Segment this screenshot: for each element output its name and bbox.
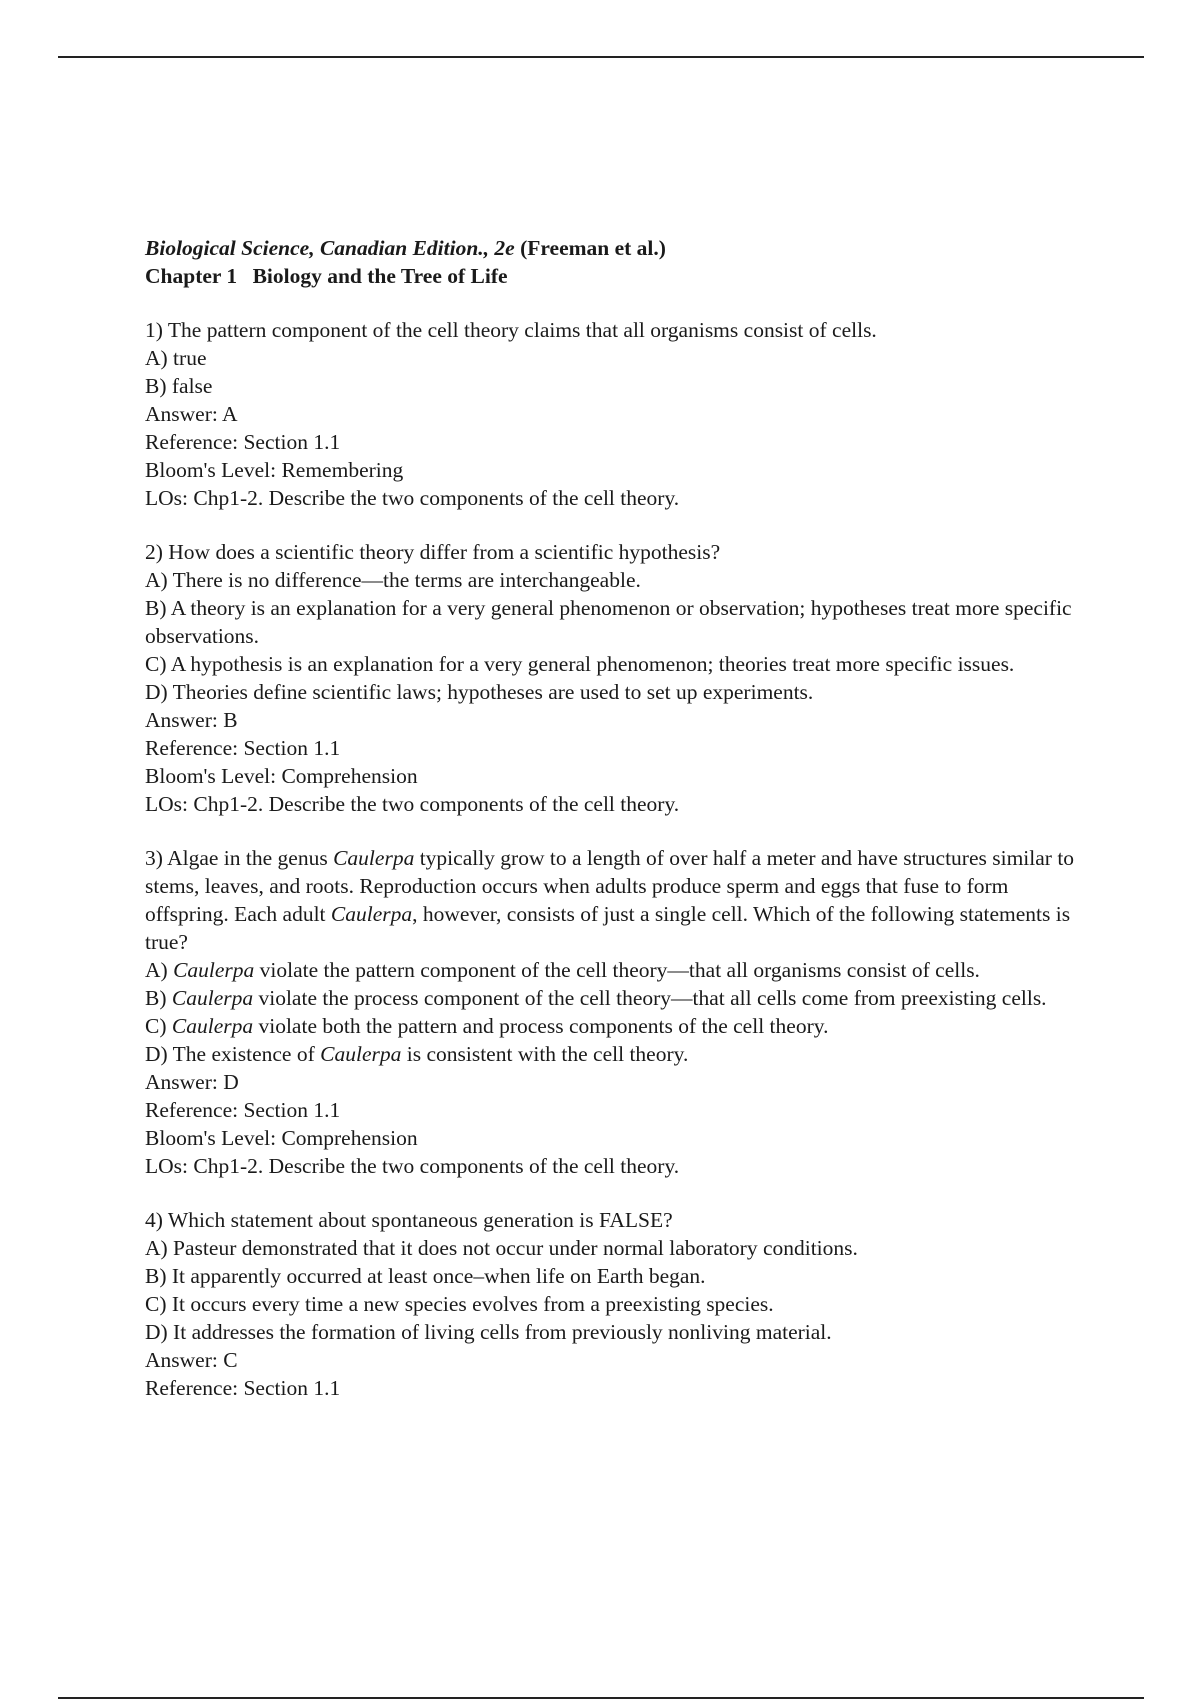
option-a: A) Pasteur demonstrated that it does not occur under normal laboratory conditions. <box>145 1236 858 1260</box>
option-d-label: D) The existence of <box>145 1042 321 1066</box>
chapter-label: Chapter 1 <box>145 264 238 288</box>
option-d-text: is consistent with the cell theory. <box>401 1042 689 1066</box>
option-a-label: A) <box>145 958 174 982</box>
question-1 <box>145 316 1090 512</box>
blooms-level: Bloom's Level: Comprehension <box>145 1126 418 1150</box>
option-c-label: C) <box>145 1014 172 1038</box>
option-a-text: violate the pattern component of the cell theory—that all organisms consist of cells. <box>254 958 980 982</box>
option-b <box>145 984 1090 1012</box>
chapter-heading <box>145 262 1090 290</box>
genus-name: Caulerpa <box>171 1014 254 1038</box>
top-rule <box>58 56 1144 58</box>
genus-name: Caulerpa <box>173 958 255 982</box>
question-3 <box>145 844 1090 1180</box>
question-stem: 4) Which statement about spontaneous generation is FALSE? <box>145 1208 673 1232</box>
genus-name: Caulerpa <box>333 846 415 870</box>
stem-part-3: , however, consists of just a single cell. Which of the following statements is true? <box>145 902 1071 954</box>
question-stem: 2) How does a scientific theory differ from a scientific hypothesis? <box>145 540 721 564</box>
option-d: D) It addresses the formation of living cells from previously nonliving material. <box>145 1320 832 1344</box>
blooms-level: Bloom's Level: Comprehension <box>145 764 418 788</box>
question-2 <box>145 538 1090 818</box>
option-b: B) false <box>145 374 213 398</box>
genus-name: Caulerpa <box>320 1042 402 1066</box>
option-a: A) There is no difference—the terms are interchangeable. <box>145 568 641 592</box>
answer: Answer: A <box>145 402 238 426</box>
blooms-level: Bloom's Level: Remembering <box>145 458 404 482</box>
document-body <box>145 234 1090 1428</box>
reference: Reference: Section 1.1 <box>145 1376 341 1400</box>
option-a <box>145 956 1090 984</box>
reference: Reference: Section 1.1 <box>145 430 341 454</box>
bottom-rule <box>58 1697 1144 1699</box>
option-d: D) Theories define scientific laws; hypotheses are used to set up experiments. <box>145 680 814 704</box>
book-title: Biological Science, Canadian Edition., 2e <box>145 236 515 260</box>
option-b: B) A theory is an explanation for a very general phenomenon or observation; hypotheses treat more specific observations. <box>145 596 1072 648</box>
answer: Answer: C <box>145 1348 238 1372</box>
option-c: C) It occurs every time a new species evolves from a preexisting species. <box>145 1292 774 1316</box>
option-c-text: violate both the pattern and process components of the cell theory. <box>253 1014 829 1038</box>
book-header <box>145 234 1090 262</box>
question-stem <box>145 844 1090 956</box>
option-c <box>145 1012 1090 1040</box>
option-c: C) A hypothesis is an explanation for a very general phenomenon; theories treat more specific issues. <box>145 652 1015 676</box>
learning-objectives: LOs: Chp1-2. Describe the two components of the cell theory. <box>145 792 680 816</box>
reference: Reference: Section 1.1 <box>145 1098 341 1122</box>
question-stem: 1) The pattern component of the cell theory claims that all organisms consist of cells. <box>145 318 877 342</box>
learning-objectives: LOs: Chp1-2. Describe the two components of the cell theory. <box>145 486 680 510</box>
learning-objectives: LOs: Chp1-2. Describe the two components of the cell theory. <box>145 1154 680 1178</box>
answer: Answer: D <box>145 1070 239 1094</box>
answer: Answer: B <box>145 708 238 732</box>
book-authors: (Freeman et al.) <box>520 236 666 260</box>
option-b-text: violate the process component of the cell theory—that all cells come from preexisting cells. <box>253 986 1047 1010</box>
option-b: B) It apparently occurred at least once–when life on Earth began. <box>145 1264 706 1288</box>
question-4 <box>145 1206 1090 1402</box>
option-a: A) true <box>145 346 207 370</box>
genus-name: Caulerpa <box>171 986 254 1010</box>
stem-part-2: typically grow to a length of over half a meter and have structures similar to stems, leaves, and roots. Reproduction occurs when adults produce sperm and eggs that fuse to form offspring. Each adult <box>145 846 1075 926</box>
reference: Reference: Section 1.1 <box>145 736 341 760</box>
stem-part-1: 3) Algae in the genus <box>145 846 334 870</box>
option-d <box>145 1040 1090 1068</box>
genus-name: Caulerpa <box>330 902 413 926</box>
chapter-title: Biology and the Tree of Life <box>252 264 508 288</box>
option-b-label: B) <box>145 986 172 1010</box>
